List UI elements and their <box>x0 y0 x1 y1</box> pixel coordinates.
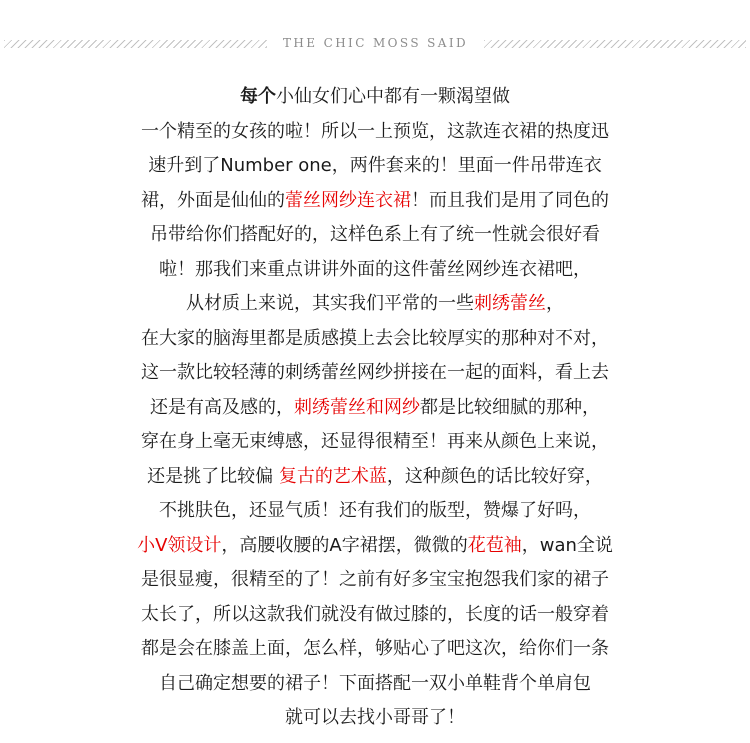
text-line <box>0 322 750 357</box>
body-text: 这一款比较轻薄的刺绣蕾丝网纱拼接在一起的面料，看上去 <box>141 362 609 383</box>
body-text: 吊带给你们搭配好的，这样色系上有了统一性就会很好看 <box>150 224 600 245</box>
body-text: 从材质上来说，其实我们平常的一些 <box>186 293 474 314</box>
body-text: 裙，外面是仙仙的 <box>141 189 285 211</box>
highlight-text: 刺绣蕾丝 <box>474 293 546 314</box>
text-line <box>0 563 750 598</box>
text-line <box>0 80 750 115</box>
body-text: 在大家的脑海里都是质感摸上去会比较厚实的那种对不对， <box>141 327 609 349</box>
text-line <box>0 425 750 460</box>
hatch-divider-left <box>4 40 267 48</box>
lead-text: 每个 <box>240 86 276 107</box>
text-line <box>0 218 750 253</box>
text-line <box>0 391 750 426</box>
highlight-text: 蕾丝网纱连衣裙 <box>285 189 411 211</box>
body-text: 穿在身上毫无束缚感，还显得很精至！再来从颜色上来说， <box>141 431 609 452</box>
text-line <box>0 632 750 667</box>
header-banner <box>0 35 750 55</box>
body-text: 就可以去找小哥哥了！ <box>285 707 465 728</box>
body-text: ，这种颜色的话比较好穿， <box>386 465 603 487</box>
body-text: ！而且我们是用了同色的 <box>411 189 609 211</box>
body-text: 速升到了Number one，两件套来的！里面一件吊带连衣 <box>148 155 602 176</box>
text-line <box>0 667 750 702</box>
body-text: 是很显瘦，很精至的了！之前有好多宝宝抱怨我们家的裙子 <box>141 569 609 590</box>
text-line <box>0 287 750 322</box>
body-text: 都是比较细腻的那种， <box>420 396 600 418</box>
hatch-divider-right <box>484 40 746 48</box>
text-line <box>0 598 750 633</box>
text-line <box>0 529 750 564</box>
text-line <box>0 149 750 184</box>
highlight-text: 小V领设计 <box>137 534 222 556</box>
text-line <box>0 115 750 150</box>
body-text: 都是会在膝盖上面，怎么样，够贴心了吧这次，给你们一条 <box>141 638 609 659</box>
text-line <box>0 184 750 219</box>
body-text: 还是有高及感的， <box>150 396 294 418</box>
text-line <box>0 460 750 495</box>
text-line <box>0 253 750 288</box>
body-text: ，高腰收腰的A字裙摆，微微的 <box>221 534 468 556</box>
text-line <box>0 701 750 736</box>
text-line <box>0 356 750 391</box>
body-text: 一个精至的女孩的啦！所以一上预览，这款连衣裙的热度迅 <box>141 120 609 142</box>
highlight-text: 刺绣蕾丝和网纱 <box>294 396 420 418</box>
highlight-text: 复古的艺术蓝 <box>278 465 387 487</box>
body-text: ，wan全说 <box>521 534 613 556</box>
body-text: 不挑肤色，还显气质！还有我们的版型，赞爆了好吗， <box>159 500 591 521</box>
body-text: 小仙女们心中都有一颗渴望做 <box>276 86 510 107</box>
body-text: 自己确定想要的裙子！下面搭配一双小单鞋背个单肩包 <box>159 672 591 694</box>
body-text: 啦！那我们来重点讲讲外面的这件蕾丝网纱连衣裙吧， <box>159 258 591 280</box>
brand-title: THE CHIC MOSS SAID <box>282 36 469 50</box>
article-body <box>0 80 750 736</box>
highlight-text: 花苞袖 <box>467 534 522 556</box>
body-text: 还是挑了比较偏 <box>147 465 279 487</box>
body-text: ， <box>546 293 564 314</box>
text-line <box>0 494 750 529</box>
body-text: 太长了，所以这款我们就没有做过膝的，长度的话一般穿着 <box>141 603 609 625</box>
